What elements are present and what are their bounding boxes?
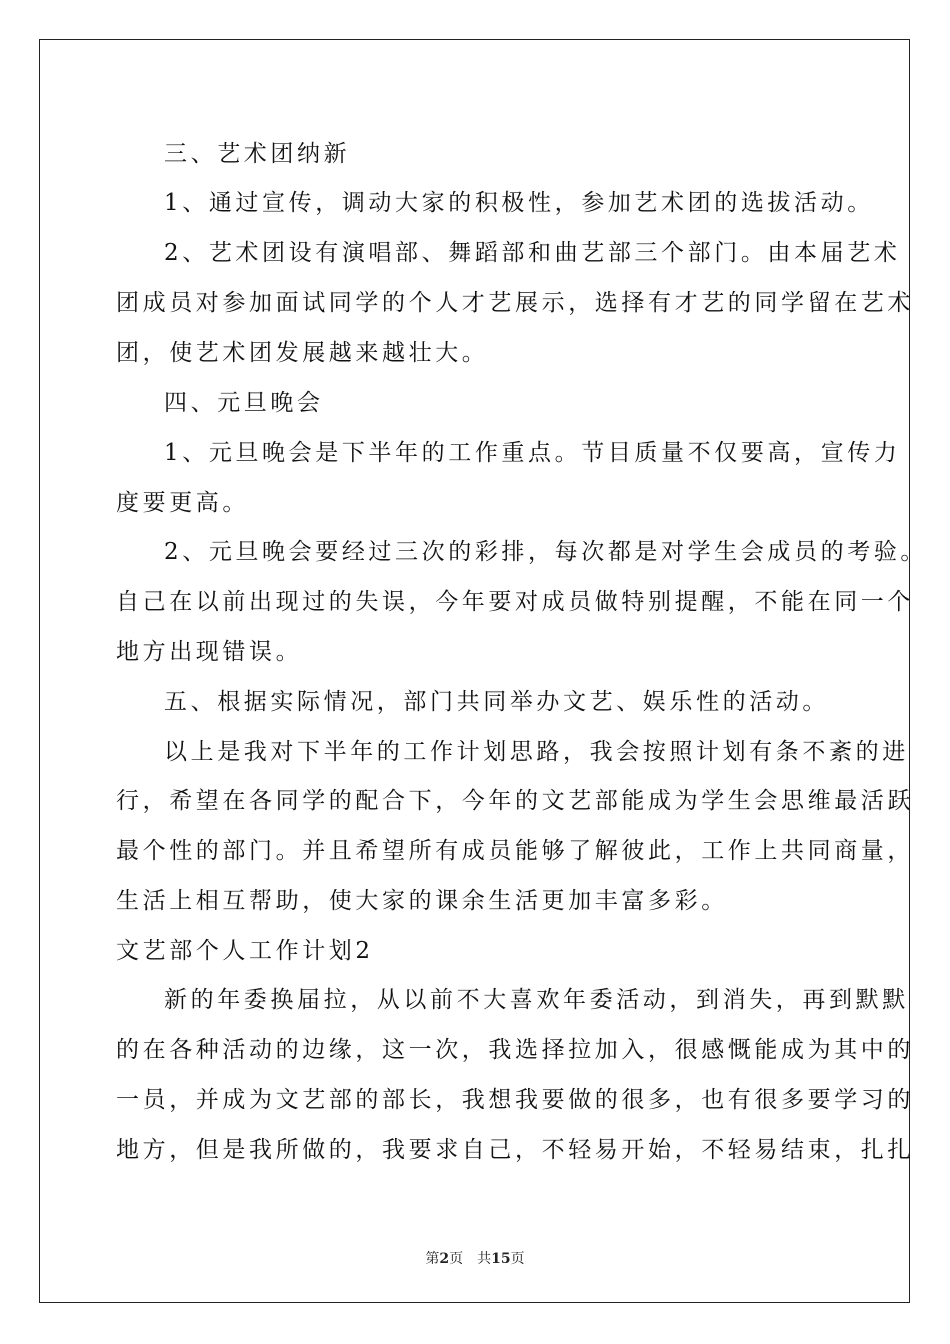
- text-line: 团成员对参加面试同学的个人才艺展示，选择有才艺的同学留在艺术: [116, 290, 914, 316]
- footer-total-pages: 15: [491, 1251, 511, 1267]
- text-line: 四、元旦晚会: [164, 390, 324, 416]
- footer-page-number: 2: [439, 1251, 450, 1267]
- text-line: 2、元旦晚会要经过三次的彩排，每次都是对学生会成员的考验。: [164, 539, 928, 565]
- text-line: 最个性的部门。并且希望所有成员能够了解彼此，工作上共同商量，: [116, 838, 914, 864]
- text-line: 行，希望在各同学的配合下，今年的文艺部能成为学生会思维最活跃: [116, 788, 914, 814]
- text-line: 地方出现错误。: [116, 639, 303, 665]
- footer-suffix: 页: [510, 1251, 525, 1267]
- page-footer: [0, 1248, 950, 1268]
- footer-prefix: 第: [425, 1251, 440, 1267]
- text-line: 团，使艺术团发展越来越壮大。: [116, 340, 489, 366]
- text-line: 自己在以前出现过的失误，今年要对成员做特别提醒，不能在同一个: [116, 589, 914, 615]
- text-line: 一员，并成为文艺部的部长，我想我要做的很多，也有很多要学习的: [116, 1087, 914, 1113]
- text-line: 1、元旦晚会是下半年的工作重点。节目质量不仅要高，宣传力: [164, 440, 901, 466]
- footer-mid: 页 共: [449, 1251, 492, 1267]
- text-line: 度要更高。: [116, 490, 249, 516]
- text-line: 文艺部个人工作计划2: [116, 938, 374, 964]
- text-line: 生活上相互帮助，使大家的课余生活更加丰富多彩。: [116, 888, 728, 914]
- text-line: 1、通过宣传，调动大家的积极性，参加艺术团的选拔活动。: [164, 190, 874, 216]
- text-line: 地方，但是我所做的，我要求自己，不轻易开始，不轻易结束，扎扎: [116, 1137, 914, 1163]
- text-line: 2、艺术团设有演唱部、舞蹈部和曲艺部三个部门。由本届艺术: [164, 240, 901, 266]
- text-line: 三、艺术团纳新: [164, 141, 351, 167]
- text-line: 以上是我对下半年的工作计划思路，我会按照计划有条不紊的进: [164, 739, 909, 765]
- text-line: 五、根据实际情况，部门共同举办文艺、娱乐性的活动。: [164, 689, 829, 715]
- text-line: 新的年委换届拉，从以前不大喜欢年委活动，到消失，再到默默: [164, 987, 909, 1013]
- text-line: 的在各种活动的边缘，这一次，我选择拉加入，很感慨能成为其中的: [116, 1037, 914, 1063]
